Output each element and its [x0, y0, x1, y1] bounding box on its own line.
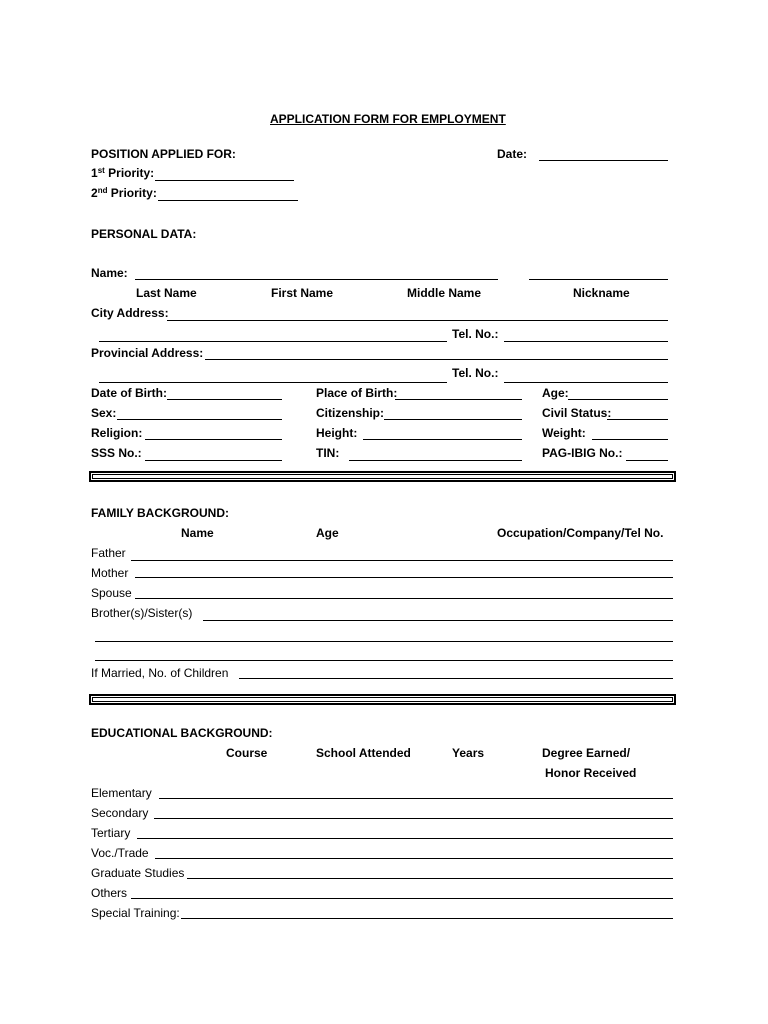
family-heading: FAMILY BACKGROUND:: [91, 506, 230, 520]
second-priority-field[interactable]: [158, 200, 298, 201]
graduate-studies-label: Graduate Studies: [91, 866, 185, 880]
children-label: If Married, No. of Children: [91, 666, 229, 680]
secondary-label: Secondary: [91, 806, 149, 820]
citizenship-label: Citizenship:: [316, 406, 384, 420]
first-priority-field[interactable]: [155, 180, 294, 181]
section-divider-2: [89, 694, 676, 705]
city-address-field-line2[interactable]: [99, 341, 447, 342]
height-field[interactable]: [363, 439, 522, 440]
city-address-field[interactable]: [167, 320, 668, 321]
tertiary-field[interactable]: [137, 838, 673, 839]
sex-field[interactable]: [117, 419, 282, 420]
spouse-field[interactable]: [135, 598, 673, 599]
others-field[interactable]: [131, 898, 673, 899]
height-label: Height:: [316, 426, 358, 440]
others-label: Others: [91, 886, 128, 900]
middle-name-caption: Middle Name: [407, 286, 482, 300]
special-training-field[interactable]: [181, 918, 673, 919]
siblings-field-line2[interactable]: [95, 641, 673, 642]
tertiary-label: Tertiary: [91, 826, 131, 840]
last-name-caption: Last Name: [136, 286, 197, 300]
voc-trade-label: Voc./Trade: [91, 846, 149, 860]
children-field[interactable]: [239, 678, 673, 679]
religion-label: Religion:: [91, 426, 143, 440]
dob-label: Date of Birth:: [91, 386, 167, 400]
edu-col-years: Years: [452, 746, 485, 760]
first-priority-label: 1st Priority:: [91, 166, 155, 180]
siblings-field[interactable]: [203, 620, 673, 621]
special-training-label: Special Training:: [91, 906, 180, 920]
first-name-caption: First Name: [271, 286, 334, 300]
date-field[interactable]: [539, 160, 668, 161]
edu-col-course: Course: [226, 746, 268, 760]
edu-col-degree: Degree Earned/: [542, 746, 631, 760]
name-field[interactable]: [135, 279, 498, 280]
edu-col-school: School Attended: [316, 746, 411, 760]
family-col-occupation: Occupation/Company/Tel No.: [497, 526, 664, 540]
sss-field[interactable]: [145, 460, 282, 461]
sex-label: Sex:: [91, 406, 117, 420]
second-priority-label: 2nd Priority:: [91, 186, 157, 200]
civil-status-label: Civil Status:: [542, 406, 612, 420]
provincial-address-label: Provincial Address:: [91, 346, 204, 360]
father-label: Father: [91, 546, 126, 560]
name-label: Name:: [91, 266, 128, 280]
tin-field[interactable]: [349, 460, 522, 461]
mother-field[interactable]: [135, 577, 673, 578]
provincial-address-field[interactable]: [205, 359, 668, 360]
city-address-label: City Address:: [91, 306, 169, 320]
pagibig-label: PAG-IBIG No.:: [542, 446, 623, 460]
citizenship-field[interactable]: [384, 419, 522, 420]
mother-label: Mother: [91, 566, 129, 580]
section-divider: [89, 471, 676, 482]
pob-label: Place of Birth:: [316, 386, 398, 400]
graduate-studies-field[interactable]: [187, 878, 673, 879]
father-field[interactable]: [131, 560, 673, 561]
position-heading: POSITION APPLIED FOR:: [91, 147, 236, 161]
date-label: Date:: [497, 147, 528, 161]
form-title: APPLICATION FORM FOR EMPLOYMENT: [270, 112, 506, 126]
siblings-label: Brother(s)/Sister(s): [91, 606, 193, 620]
nickname-field[interactable]: [529, 279, 668, 280]
siblings-field-line3[interactable]: [95, 660, 673, 661]
pob-field[interactable]: [395, 399, 522, 400]
spouse-label: Spouse: [91, 586, 132, 600]
education-heading: EDUCATIONAL BACKGROUND:: [91, 726, 273, 740]
tel-no-label-2: Tel. No.:: [452, 366, 499, 380]
elementary-field[interactable]: [159, 798, 673, 799]
edu-col-honor: Honor Received: [545, 766, 637, 780]
secondary-field[interactable]: [154, 818, 673, 819]
family-col-age: Age: [316, 526, 339, 540]
weight-label: Weight:: [542, 426, 586, 440]
family-col-name: Name: [181, 526, 214, 540]
pagibig-field[interactable]: [626, 460, 668, 461]
civil-status-field[interactable]: [607, 419, 668, 420]
weight-field[interactable]: [592, 439, 668, 440]
elementary-label: Elementary: [91, 786, 152, 800]
dob-field[interactable]: [167, 399, 282, 400]
age-field[interactable]: [568, 399, 668, 400]
sss-label: SSS No.:: [91, 446, 142, 460]
personal-data-heading: PERSONAL DATA:: [91, 227, 197, 241]
provincial-address-field-line2[interactable]: [99, 382, 447, 383]
age-label: Age:: [542, 386, 569, 400]
voc-trade-field[interactable]: [155, 858, 673, 859]
tin-label: TIN:: [316, 446, 340, 460]
tel-no-field[interactable]: [504, 341, 668, 342]
nickname-caption: Nickname: [573, 286, 630, 300]
religion-field[interactable]: [145, 439, 282, 440]
tel-no-label: Tel. No.:: [452, 327, 499, 341]
tel-no-field-2[interactable]: [504, 382, 668, 383]
